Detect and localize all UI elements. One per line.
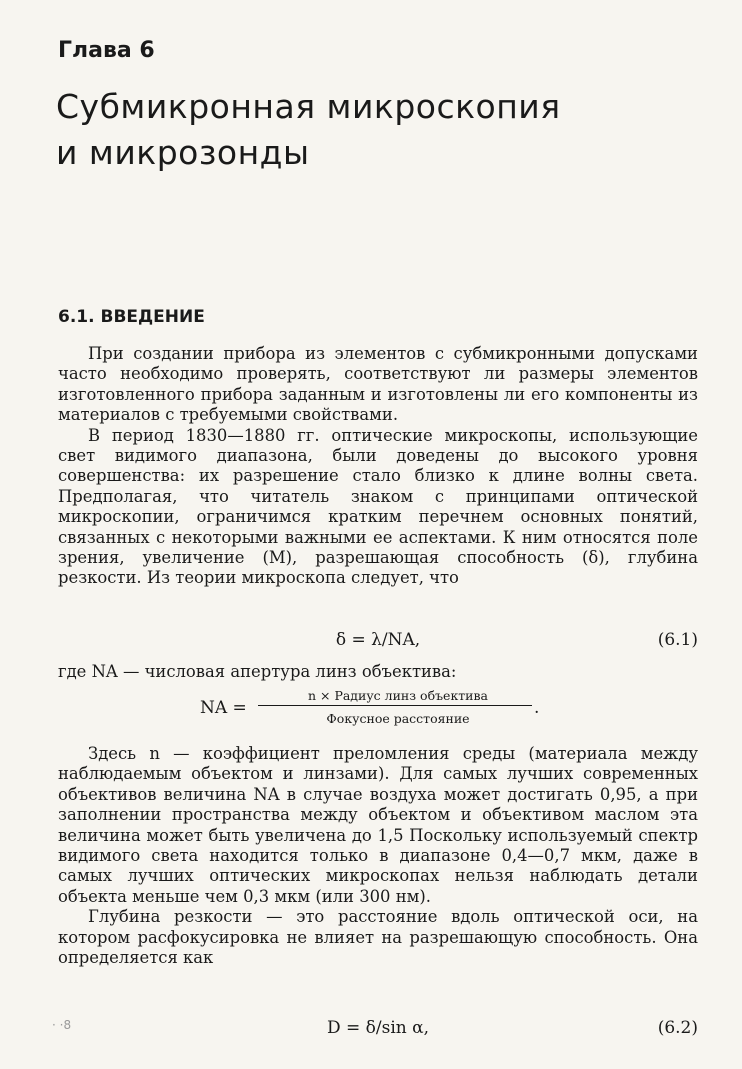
section-heading: 6.1. ВВЕДЕНИЕ <box>58 307 205 327</box>
fraction-bar <box>258 705 532 706</box>
margin-marks: · ·8 <box>52 1018 72 1032</box>
chapter-title-line-1: Субмикронная микроскопия <box>56 87 561 126</box>
chapter-title-line-2: и микрозонды <box>56 133 310 172</box>
paragraph-1: При создании прибора из элементов с субмикронными допусками часто необходимо проверять, соответствуют ли размеры элементов изготовленного прибора заданным и изготовлены ли его компоненты из материалов с требуемыми свойствами. <box>58 344 698 425</box>
paragraph-2: В период 1830—1880 гг. оптические микроскопы, использующие свет видимого диапазона, были доведены до высокого уровня совершенства: их разрешение стало близко к длине волны света. Предполагая, что читатель знаком с принципами оптической микроскопии, ограничимся кратким перечнем основных понятий, связанных с некоторыми важными ее аспектами. К ним относятся поле зрения, увеличение (M), разрешающая способность (δ), глубина резкости. Из теории микроскопа следует, что <box>58 425 698 588</box>
formula-lhs: NA = <box>200 698 247 718</box>
equation-number: (6.1) <box>657 630 698 650</box>
formula-numerator: n × Радиус линз объектива <box>307 688 489 703</box>
paragraph-5: Глубина резкости — это расстояние вдоль оптической оси, на котором расфокусировка не влияет на разрешающую способность. Она определяется как <box>58 907 698 968</box>
body-text-block-2 <box>58 662 698 682</box>
formula-end: . <box>534 698 540 718</box>
equation-6-2 <box>58 1018 698 1042</box>
paragraph-4: Здесь n — коэффициент преломления среды (материала между наблюдаемым объектом и линзами). Для самых лучших современных объективов величина NA в случае воздуха может достигать 0,95, а при заполнении пространства между объектом и объективом маслом эта величина может быть увеличена до 1,5 Поскольку используемый спектр видимого света находится только в диапазоне 0,4—0,7 мкм, даже в самых лучших оптических микроскопах нельзя наблюдать детали объекта меньше чем 0,3 мкм (или 300 нм). <box>58 744 698 906</box>
equation-6-1 <box>58 630 698 654</box>
formula-denominator: Фокусное расстояние <box>326 711 470 726</box>
chapter-label: Глава 6 <box>58 38 155 63</box>
body-text-block-3 <box>58 744 698 968</box>
paragraph-3: где NA — числовая апертура линз объектива: <box>58 662 457 681</box>
chapter-title <box>56 84 696 176</box>
equation-expression: δ = λ/NA, <box>335 630 421 650</box>
body-text-block-1 <box>58 344 698 589</box>
numerical-aperture-formula <box>200 686 540 736</box>
equation-expression: D = δ/sin α, <box>326 1018 430 1038</box>
equation-number: (6.2) <box>657 1018 698 1038</box>
